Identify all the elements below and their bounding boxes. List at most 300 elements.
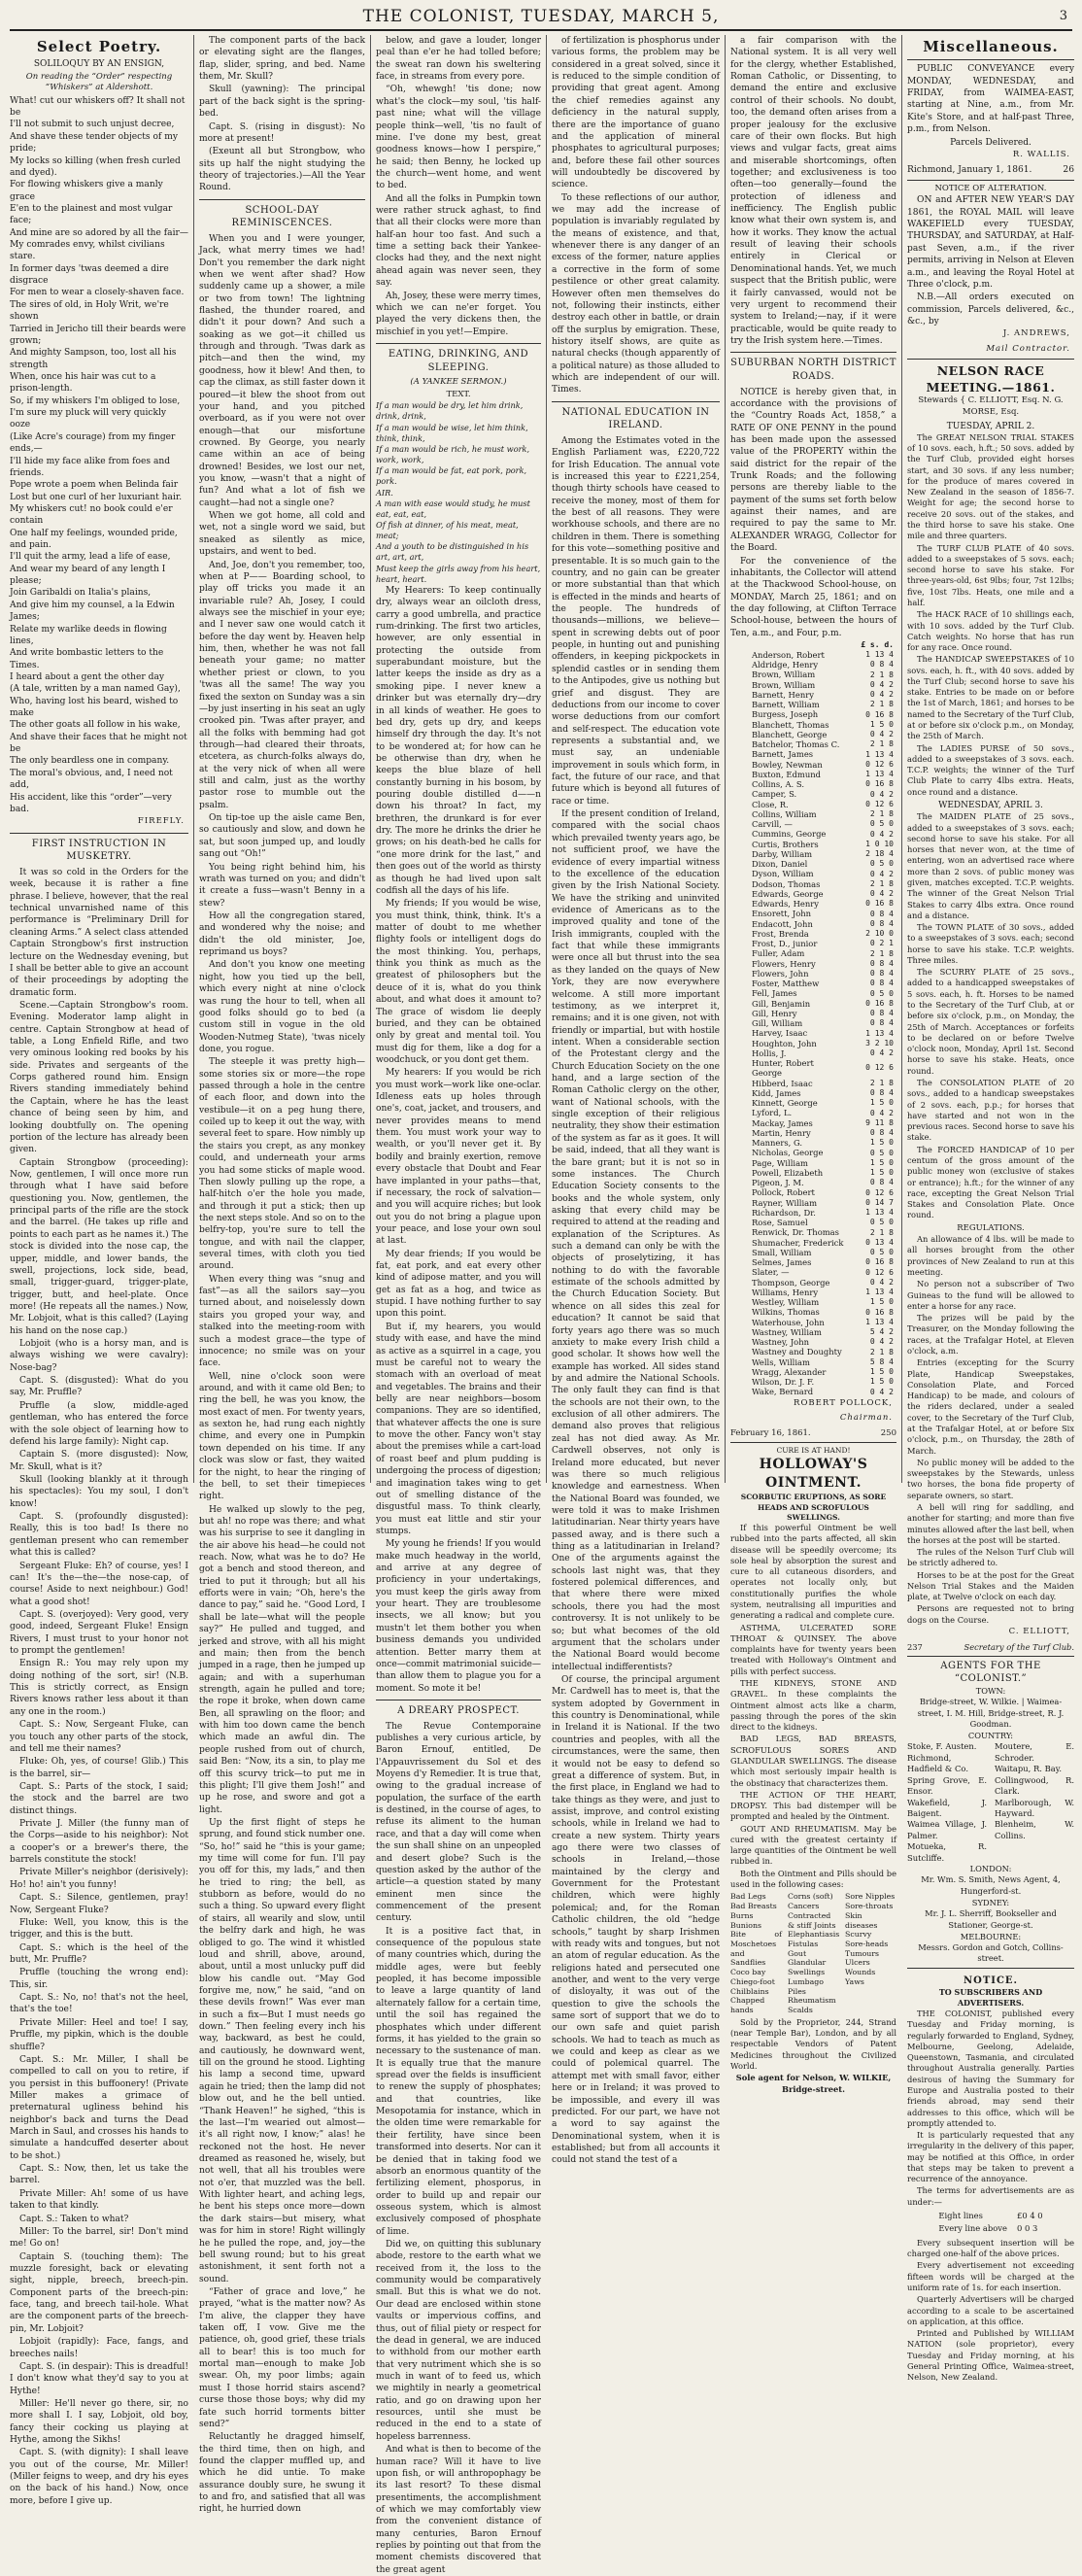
ratepayer-name: Mackay, James — [752, 1117, 813, 1128]
paragraph: And don't you know one meeting night, how you tied up the bell, which every night at nine o'clock was rung the hour to tell, when all good folks should go to bed (a custom still in vogue in the old Wooden-Nutmeg State), 'twas nicely done, you rogue. — [199, 960, 365, 1054]
regulation: Horses to be at the post for the Great Nelson Trial Stakes and the Maiden plate, at Twelve o'clock on each day. — [907, 1569, 1074, 1602]
ratepayer-name: Fell, James — [752, 988, 797, 999]
paragraph: The steeple it was pretty high—some stories six or more—the rope passed through a hole in the centre of each floor, and down into the vestibule—it on a peg hung there, coiled up to keep it out the way, with several feet to spare. How nimbly up the stairs you crept, as any monkey could, and underneath your arms you had some sticks of maple wood. Then slowly pulling up the rope, a half-hitch o'er the hole you made, and through it put a stick; then up the next steps stole. And so on to the belfry-top, you're sure to tell the tongue, and with nail the clapper, several times, with cloth you tied around. — [199, 1057, 365, 1272]
ratepayer-name: Endacott, John — [752, 918, 813, 929]
column-1 — [10, 35, 188, 2506]
column-rule — [370, 35, 371, 1483]
column-rule — [546, 35, 547, 1483]
paragraph: Capt. S.: Silence, gentlemen, pray! Now, Sergeant Fluke? — [10, 1893, 188, 1915]
table-row — [730, 919, 896, 929]
poem-line: The only beardless one in company. — [10, 756, 170, 767]
paragraph: Lobjoit (rapidly): Face, fangs, and breeches nails! — [10, 2337, 188, 2359]
regulation: No public money will be added to the sweepstakes by the Stewards, unless two horses, the bona fide property of separate owners, so start. — [907, 1457, 1074, 1500]
table-row — [730, 720, 896, 730]
race-event: The CONSOLATION PLATE of 20 sovs., added to a handicap sweepstakes of 2 sovs. each, p.p.; for horses that have started and not won in the previous races. Second horse to save his stake. — [907, 1078, 1074, 1143]
ratepayer-name: Frost, D., junior — [752, 939, 818, 949]
poem-line: I'm sure my pluck will very quickly ooze — [10, 408, 167, 430]
paragraph: The terms for advertisements are as under:— — [907, 2185, 1074, 2207]
paragraph: It was so cold in the Orders for the week, because it is rather a fine phrase. I believe, however, that the real technical unvarnished name of this performance is “Preliminary Drill for cleaning Arms.” A select class attended Captain Strongbow's first instruction lecture on the Wednesday evening, but I shall be better able to give an account of their proceedings by adopting the dramatic form. — [10, 868, 188, 998]
paragraph: Ensign R.: You may rely upon my doing nothing of the sort, sir! (N.B. This is strictly correct, as Ensign Rivers knows rather less about it than any one in the room.) — [10, 1659, 188, 1717]
sermon-text-line: AIR. — [376, 487, 393, 498]
article-title-school-day: SCHOOL-DAY REMINISCENCES. — [199, 199, 365, 230]
paragraph: Capt. S. (disgusted): What do you say, Mr. Pruffle? — [10, 1376, 188, 1398]
table-row — [730, 760, 896, 770]
table-row — [730, 1267, 896, 1277]
rate-amount: 1 13 4 — [865, 650, 894, 660]
rate-amount: 1 13 4 — [865, 749, 894, 759]
regulation: No person not a subscriber of Two Guineas to the fund will be allowed to enter a horse for any race. — [907, 1279, 1074, 1311]
ratepayer-name: Selmes, James — [752, 1257, 812, 1268]
race-event: The FORCED HANDICAP of 10 per centum of the gross amount of the public money won (exclusive of stakes or entrance); h.ft.; for the winner of any race, excepting the Great Nelson Trial Stakes and Consolation Plate. Once round. — [907, 1144, 1074, 1220]
ratepayer-name: Wake, Bernard — [752, 1387, 814, 1397]
paragraph: But if, my hearers, you would study with ease, and have the mind as active as a squirrel in a cage, you must be careful not to weary the stomach with an overload of meat and vegetables. The brains and their belly are near neighbors—bosom companions. They are so identified, that whatever affects the one is sure to move the other. Fancy won't stay about the premises while a cart-load of roast beef and plum pudding is undergoing the process of digestion; and imagination takes wing to get out of smelling distance of the disgustful mass. To think clearly, you must eat little and stir your stumps. — [376, 1322, 541, 1536]
table-row — [730, 650, 896, 660]
sermon-text-line: If a man would be fat, eat pork, pork, pork. — [376, 465, 527, 487]
sermon-text-line: If a man would be dry, let him drink, drink, drink, — [376, 400, 524, 422]
rate-amount: 0 4 2 — [869, 1277, 894, 1287]
rate-amount: 0 13 4 — [865, 1237, 894, 1247]
ratepayer-name: Gill, Benjamin — [752, 998, 811, 1009]
holloway-body — [730, 1523, 896, 1890]
ratepayer-name: Page, William — [752, 1157, 809, 1168]
price-row — [934, 2211, 1046, 2221]
paragraph: Capt. S. (profoundly disgusted): Really, this is too bad! Is there no gentleman present who can remember what this is called? — [10, 1512, 188, 1559]
rate-amount: 2 1 8 — [869, 739, 894, 749]
rate-amount: 0 5 0 — [869, 1148, 894, 1157]
rate-amount: 0 8 4 — [869, 909, 894, 918]
holloway-advert — [730, 1442, 896, 2095]
paragraph: If this powerful Ointment be well rubbed into the parts affected, all skin disease will be speedily overcome; its sole heal by absorption the surest and cure to all cutaneous disorders, and operates not locally only, but constitutionally purifies the whole system, neutralising all impurities and generating a radical and complete cure. — [730, 1523, 896, 1621]
ratepayer-name: Dixon, Daniel — [752, 859, 808, 870]
agent-entry: Wakefield, J. Baigent. — [907, 1797, 987, 1818]
cure-item: Glandular Swellings — [788, 1958, 827, 1977]
table-row — [730, 1208, 896, 1218]
ratepayer-name: Barnett, James — [752, 749, 814, 760]
rate-amount: 0 5 0 — [869, 819, 894, 829]
alteration-nb: N.B.—All orders executed on commission, Parcels delivered, &c., &c., by — [907, 292, 1074, 326]
ratepayer-name: Collins, A. S. — [752, 779, 804, 790]
ratepayer-name: Dodson, Thomas — [752, 878, 821, 889]
race-regulations — [907, 1234, 1074, 1626]
table-row — [730, 939, 896, 948]
paragraph: Capt. S.: Now, then, let us take the barrel. — [10, 2164, 188, 2186]
article-body-school-day — [199, 233, 365, 2516]
race-event: The MAIDEN PLATE of 25 sovs., added to a sweepstakes of 3 sovs. each; second horse to save his stake. For all horses that never won, at the time of entering, won an advertised race where more than 2 sovs. of public money was given, matches excepted. T.C.P. weights. The winner of the Great Nelson Trial Stakes to carry 4lbs extra. Once round and a distance. — [907, 811, 1074, 920]
rate-amount: 0 8 4 — [869, 1088, 894, 1098]
rate-amount: 0 8 4 — [869, 1178, 894, 1187]
ratepayer-name: Collins, William — [752, 808, 817, 819]
cure-item: Bite of Moschetoes and Sandflies — [730, 1930, 782, 1968]
column-3 — [376, 35, 542, 2575]
paragraph: Capt. S.: Mr. Miller, I shall be compelled to call on you to retire, if you persist in this buffoonery! (Private Miller makes a grimace of preternatural ugliness behind his neighbor's back and turns the Dead March in Saul, and crosses his hands to simulate a handcuffed deserter about to be shot.) — [10, 2054, 188, 2161]
cure-item: Chapped hands — [730, 1996, 765, 2015]
rate-amount: 1 0 10 — [865, 839, 894, 848]
cure-item: Wounds — [845, 1968, 876, 1977]
race-event: The TOWN PLATE of 30 sovs., added to a sweepstakes of 3 sovs. each; second horse to save his stake. T.C.P. weights. Three miles. — [907, 922, 1074, 965]
regulation: A bell will ring for saddling, and another for starting; and more than five minutes allowed after the last bell, when the horses at the post will be started. — [907, 1501, 1074, 1545]
poem-line: Pope wrote a poem when Belinda fair — [10, 480, 179, 491]
paragraph: Captain Strongbow (proceeding): Now, gentlemen, I will once more run through what I have said before questioning you. Now, gentlemen, the principal parts of the rifle are the stock and the barrel. (He takes up rifle and points to each part as he names it.) The stock is divided into the nose cap, the upper, middle, and lower bands, the swell, projections, lock side, bead, small, trigger-guard, trigger-plate, trigger, butt, and heel-plate. Once more! (He repeats all the names.) Now, Mr. Lobjoit, what is this called? (Laying his hand on the nose cap.) — [10, 1157, 188, 1336]
cure-item: Sore Nipples — [845, 1892, 896, 1902]
paragraph: Capt. S.: No, no! that's not the heel, that's the toe! — [10, 1993, 188, 2015]
poem-body — [10, 95, 188, 816]
notice-body-2 — [907, 2238, 1074, 2384]
paragraph: Both the Ointment and Pills should be used in the following cases: — [730, 1868, 896, 1890]
column-2 — [199, 35, 366, 2515]
paragraph: My Hearers: To keep continually dry, always wear an oilcloth dress, carry a good umbrella, and practice rum-drinking. The first two articles, however, are only essential in protecting the outside from superabundant moisture, but the latter keeps the inside as dry as a smoking pipe. I never knew a drinker but was eternally dry—dry in all kinds of weather. He goes to bed dry, gets up dry, and keeps himself dry through the day. It's not to be wondered at; for how can he be otherwise than dry, when he keeps the blue blaze of hell constantly burning in his bosom, by pouring double distilled d——n down his throat? In fact, my brethren, the drunkard is for ever dry. The more he drinks the drier he grows; on his death-bed he calls for “one more drink for the last,” and then goes out of the world as thirsty as though he had lived upon salt codfish all the days of his life. — [376, 585, 541, 896]
cure-item: Ulcers — [845, 1958, 870, 1968]
rate-amount: 2 1 8 — [869, 809, 894, 819]
paragraph: He walked up slowly to the peg, but ah! no rope was there; and what was his surprise to see it dangling in the air above his head—he could not reach. Now, what was he to do? He got a bench and stood thereon, and tried to put it through; but all his efforts were in vain; “Oh, here's the dance to pay,” said he. “Good Lord, I shall be late—what will the people say?” He pulled and tugged, and jerked and strove, with all his might and main; then from the bench jumped in a rage, then he jumped up again; and with a superhuman strength, again he pulled and tore; the rope it broke, when down came Ben, all sprawling on the floor; and with him too down came the bench which made an awful din. The people rushed from out of church, said Ben: “Now, its a sin, to play me off this scurvy trick—to put me in this plight; I'll give them Josh!” and up he rose, and swore and got a light. — [199, 1504, 365, 1815]
table-row — [730, 829, 896, 839]
rate-amount: 0 14 7 — [865, 1197, 894, 1207]
table-row — [730, 869, 896, 878]
rate-amount: 0 8 4 — [869, 958, 894, 968]
cure-item: Tumours — [845, 1948, 880, 1958]
ratepayer-name: Pigeon, J. M. — [752, 1178, 804, 1188]
poem-line: In former days 'twas deemed a dire disgrace — [10, 263, 169, 287]
table-row — [730, 1128, 896, 1138]
agent-entry: Stoke, F. Austen. — [907, 1741, 977, 1752]
table-row — [730, 859, 896, 869]
article-continued — [199, 35, 365, 194]
table-row — [730, 660, 896, 670]
ratepayer-name: Powell, Elizabeth — [752, 1167, 824, 1178]
paragraph: Of course, the principal argument Mr. Cardwell has to meet is, that the system adopted by Government in this country is Denominational, while in Ireland it is National. If the two countries and peoples, with all the circumstances, were the same, then it would not be easy to defend so great a difference of system. But, in the first place, in England we had to take things as they were, and just to assist, improve, and control existing schools, while in Ireland we had to create a new system. Thirty years ago there were two classes of schools in Ireland,—those maintained by the clergy and Government for the Protestant children, which were highly polemical; and, for the Roman Catholic children, the old “hedge schools,” taught by sharp Irishmen with ready wits and tongues, but not an atom of regular education. As the religions hated and persecuted one another, and went to the very verge of disloyalty, it was out of the question to give the schools the same sort of support that we do to our own safe and quiet parish schools. We had to teach as much as we could and keep as clear as we could of polemical quarrel. The attempt met with small favor, either here or in Ireland; it was proved to be impossible, and every ill was predicted. For our part, we have not a word to say against the Denominational system, when it is established; but from all accounts it could not stand the test of a — [552, 1674, 720, 2166]
ratepayer-name: Pollock, Robert — [752, 1187, 815, 1198]
ratepayer-name: Small, William — [752, 1247, 812, 1257]
stewards-names: C. ELLIOTT, Esq. N. G. MORSE, Esq. — [962, 395, 1064, 417]
ratepayer-name: Shumacher, Frederick — [752, 1237, 844, 1248]
table-row — [730, 779, 896, 789]
table-row — [730, 929, 896, 939]
rate-amount: 0 4 2 — [869, 690, 894, 700]
paragraph: Capt. S.: Taken to what? — [19, 2214, 129, 2224]
paragraph: Capt. S.: which is the heel of the butt, Mr. Pruffle? — [10, 1942, 188, 1965]
table-row — [730, 879, 896, 889]
paragraph: of fertilization is phosphorus under various forms, the problem may be considered in a great solved, since it is reduced to the simple condition of providing that great agent. Among the chief remedies against any deficiency in the natural supply, there are the importance of guano and the application of mineral phosphates to agricultural purposes; and, before these fail other sources will undoubtedly be discovered by science. — [552, 36, 720, 190]
cure-item: Cancers — [788, 1902, 820, 1911]
roads-date: February 16, 1861. — [730, 1427, 811, 1438]
rate-amount: 1 13 4 — [865, 1288, 894, 1297]
sermon-text-line: A man with ease would study, he must eat, eat, eat, — [376, 498, 530, 519]
holloway-cures-list — [730, 1892, 896, 2015]
rate-amount: 1 5 0 — [869, 1098, 894, 1108]
paragraph: Capt. S. (rising in disgust): No more at present! — [199, 121, 365, 144]
paragraph: Quarterly Advertisers will be charged according to a scale to be ascertained on application, at this office. — [907, 2294, 1074, 2326]
poem-line: I'll quit the army, lead a life of ease, — [10, 552, 171, 563]
ratepayer-name: Wilkins, Thomas — [752, 1307, 820, 1318]
table-row — [730, 1337, 896, 1347]
rate-amount: 0 5 0 — [869, 1218, 894, 1227]
paragraph: Private J. Miller (the funny man of the Corps—aside to his neighbor): Not a cooper's or a brewer's there, the barrels constitute the stock! — [10, 1819, 188, 1866]
cure-item: Bunions — [730, 1920, 761, 1930]
agents-london-label: LONDON: — [969, 1864, 1012, 1874]
table-row — [730, 1227, 896, 1237]
paragraph: Every advertisement not exceeding fifteen words will be charged at the uniform rate of 1s. for each insertion. — [907, 2260, 1074, 2293]
ratepayer-name: Kidd, James — [752, 1087, 801, 1098]
agents-melbourne: Messrs. Gordon and Gotch, Collins-street. — [918, 1942, 1064, 1964]
cure-item: Scalds — [788, 2006, 813, 2015]
rate-amount: 0 16 8 — [865, 1307, 894, 1317]
sermon-text-line: If a man would be rich, he must work, work, work, — [376, 443, 530, 465]
rate-amount: 0 4 2 — [869, 829, 894, 839]
rate-amount: 2 1 8 — [869, 670, 894, 679]
rate-amount: 2 10 0 — [865, 929, 894, 939]
table-row — [730, 1307, 896, 1317]
paragraph: THE KIDNEYS, STONE AND GRAVEL. In these complaints the Ointment almost acts like a charm, passing through the pores of the skin direct to the kidneys. — [730, 1677, 896, 1733]
cure-item: Fistulas — [788, 1939, 819, 1948]
poem-line: And wear my beard of any length I please; — [10, 564, 166, 587]
race-event: The SCURRY PLATE of 25 sovs., added to a handicapped sweepstakes of 5 sovs. each, h. ft. Horses to be named to the Secretary of the Turf Club, at or before six o'clock, p.m., on Monday, the 25th of March. Acceptances or forfeits to be declared on or before Twelve o'clock noon, Monday, April 1st. Second horse to save his stake. Heats, once round. — [907, 967, 1074, 1076]
agents-country-list — [907, 1741, 1074, 1864]
column-rule — [725, 35, 726, 1483]
paragraph: Capt. S. (with dignity): I shall leave you out of the course, Mr. Miller! (Miller feigns to weep, and dry his eyes on the back of his hand.) Now, once more, before I give up. — [10, 2448, 188, 2506]
agents-town: Bridge-street, W. Wilkie. | Waimea-street, I. M. Hill, Bridge-street, R. J. Goodman. — [917, 1697, 1065, 1729]
rate-amount: 5 4 2 — [869, 1327, 894, 1337]
ratepayer-name: Hunter, Robert George — [752, 1058, 814, 1079]
alteration-signer: J. ANDREWS, — [1002, 328, 1070, 339]
rate-amount: 2 1 8 — [869, 878, 894, 888]
paragraph: a fair comparison with the National system. It is all very well for the clergy, whether Established, Roman Catholic, or Dissenting, to demand the entire and exclusive control of their schools. No doubt, too, the demand often arises from a proper jealousy for the exclusive care of their own flocks. But high views and vulgar facts, great aims and miserable shortcomings, often together; and exclusiveness is too often—too generally—found the protection of idleness and inefficiency. The English public know what their own system is, and how it works. They know the actual result of leaving their schools entirely in Clerical or Denominational hands. Yet, we much suspect that the British public, were it fairly canvassed, would not be very urgent to recommend their system to Ireland;—nay, if it were practicable, would be quite ready to try the Irish system here.—Times. — [730, 36, 896, 346]
rate-amount: 2 1 8 — [869, 1347, 894, 1357]
rate-amount: 0 16 8 — [865, 1257, 894, 1267]
poem-line: And give him my counsel, a la Edwin James; — [10, 600, 175, 623]
regulation: The rules of the Nelson Turf Club will be strictly adhered to. — [907, 1547, 1074, 1568]
article-continued — [376, 35, 541, 338]
ratepayer-name: Thompson, George — [752, 1277, 830, 1288]
paragraph: Private Miller: Heel and toe! I say, Pruffle, my pipkin, which is the double shuffle? — [10, 2017, 188, 2052]
paragraph: To these reflections of our author, we may add the increase of population is invariably regulated by the means of existence, and that, whenever there is any danger of an excess of the former, nature applies a corrective in the form of some pestilence or other great calamity. However often men themselves do not, following their instincts, either destroy each other in battle, or drain off the surplus by emigration. These, history itself shows, are quite as natural checks (though apparently of a political nature) as those alluded to which are independent of our will. Times. — [552, 192, 720, 395]
poem-line: When, once his hair was cut to a prison-length. — [10, 371, 156, 395]
table-row — [730, 1118, 896, 1128]
cure-item: Corns (soft) — [788, 1892, 833, 1902]
ratepayer-name: Cummins, George — [752, 829, 827, 840]
article-continued — [730, 35, 896, 347]
poem-line: And mighty Sampson, too, lost all his strength — [10, 348, 177, 370]
poem-line: Tarried in Jericho till their beards were grown; — [10, 324, 186, 346]
ratepayer-name: Renwick, Dr. Thomas — [752, 1227, 839, 1238]
ratepayer-name: Rose, Samuel — [752, 1218, 808, 1228]
notice-title: NOTICE. — [963, 1975, 1019, 1986]
poem-line: So, if my whiskers I'm obliged to lose, — [10, 395, 181, 406]
table-row — [730, 849, 896, 859]
ratepayer-name: Wastney and Doughty — [752, 1347, 842, 1357]
rate-amount: 0 12 6 — [865, 1187, 894, 1197]
paragraph: Ah, Josey, these were merry times, which we can ne'er forget. You played the very dickens then, the mischief in you yet!—Empire. — [376, 291, 541, 337]
paragraph: My friends; If you would be wise, you must think, think, think. It's a matter of doubt to me whether flighty fools or intelligent dogs do the most thinking. You, perhaps, think you think as much as the greatest of philosophers but the deuce of it is, what do you think about, and what does it amount to? The grace of wisdom lie deeply buried, and they can be obtained only by great and mental toil. You must dig for them, like a dog for a woodchuck, or you dont get them. — [376, 899, 541, 1065]
table-row — [730, 1327, 896, 1337]
table-row — [730, 1367, 896, 1377]
poem-line: My locks so killing (when fresh curled and dyed). — [10, 155, 181, 178]
race-day-1-events — [907, 432, 1074, 798]
rate-amount: 0 12 6 — [865, 1267, 894, 1277]
ratepayer-name: Dyson, William — [752, 869, 814, 879]
ratepayer-name: Waterhouse, John — [752, 1317, 825, 1327]
ratepayer-name: Buxton, Edmund — [752, 769, 821, 779]
race-regulations-title: REGULATIONS. — [957, 1222, 1025, 1233]
holloway-sub: SCORBUTIC ERUPTIONS, AS SORE HEADS AND SCROFULOUS SWELLINGS. — [740, 1493, 887, 1522]
rate-amount: 0 4 2 — [869, 789, 894, 799]
article-subtitle-eating: (A YANKEE SERMON.) — [410, 377, 507, 388]
rate-amount: 0 2 1 — [869, 939, 894, 948]
paragraph: (Exeunt all but Strongbow, who sits up half the night studying the theory of trajectories.)—All the Year Round. — [199, 147, 365, 193]
poem-line: What! cut our whiskers off? It shall not be — [10, 95, 186, 119]
agents-country-label: COUNTRY: — [967, 1731, 1014, 1741]
paragraph: The component parts of the back or elevating sight are the flanges, flap, slider, spring, and bed. Name them, Mr. Skull? — [199, 36, 365, 83]
cure-item: Yaws — [845, 1976, 864, 1986]
table-row — [730, 770, 896, 779]
paragraph: Lobjoit (who is a horsy man, and is always wishing we were cavalry): Nose-bag? — [10, 1339, 188, 1373]
rate-amount: 1 5 0 — [869, 1157, 894, 1167]
race-title: NELSON RACE MEETING.—1861. — [926, 363, 1056, 395]
table-row — [730, 1009, 896, 1018]
agent-entry: Marlborough, W. Hayward. — [995, 1797, 1074, 1818]
rate-amount: 2 18 4 — [865, 849, 894, 859]
rate-amount: 0 4 2 — [869, 679, 894, 689]
notice-subtitle: TO SUBSCRIBERS AND ADVERTISERS. — [938, 1987, 1043, 2009]
article-body-musketry — [10, 867, 188, 2507]
table-row — [730, 969, 896, 979]
paragraph: Fluke: Oh, yes, of course! Glib.) This is the barrel, sir— — [10, 1757, 188, 1779]
page-number: 3 — [1059, 9, 1068, 23]
cure-item: Scurvy — [845, 1930, 872, 1940]
ratepayer-name: Wastney, William — [752, 1326, 822, 1337]
rate-amount: 3 2 10 — [865, 1038, 894, 1048]
cure-item: Elephantiasis — [788, 1930, 840, 1940]
ratepayer-name: Darby, William — [752, 848, 813, 859]
agents-title: AGENTS FOR THE “COLONIST.” — [940, 1660, 1041, 1685]
table-row — [730, 1168, 896, 1178]
paragraph: Capt. S.: Parts of the stock, I said; the stock and the barrel are two distinct things. — [10, 1781, 188, 1816]
ratepayer-name: Camper, S. — [752, 789, 797, 800]
regulation: The prizes will be paid by the Treasurer, on the Monday following the races, at the Trafalgar Hotel, at Eleven o'clock, a.m. — [907, 1313, 1074, 1357]
poem-line: One half my feelings, wounded pride, and pain. — [10, 528, 178, 551]
race-meeting-advert — [907, 359, 1074, 1652]
ratepayer-name: Hibberd, Isaac — [752, 1078, 813, 1088]
rate-amount: 0 16 8 — [865, 998, 894, 1008]
table-row — [730, 730, 896, 739]
ratepayer-name: Carvill, — — [752, 819, 793, 830]
paragraph: Miller: To the barrel, sir! Don't mind me! Go on! — [10, 2226, 188, 2250]
table-row — [730, 1039, 896, 1048]
paragraph: And what is then to become of the human race? Will it have to live upon fish, or will anthropophagy be its last resort? To these dismal presentiments, the accomplishment of which we may comfortably view from the convenient distance of many centuries, Baron Ernouf replies by pointing out that from the moment chemists discovered that the great agent — [376, 2445, 541, 2575]
agent-entry: Spring Grove, E. Ensor. — [907, 1774, 987, 1797]
masthead — [0, 4, 1082, 29]
paragraph: Skull (yawning): The principal part of the back sight is the spring-bed. — [199, 85, 365, 120]
table-row — [730, 948, 896, 958]
article-body-eating — [376, 585, 541, 1695]
agent-entry: Moutere, E. Schroder. — [995, 1741, 1074, 1763]
paragraph: It is particularly requested that any irregularity in the delivery of this paper, may be notified at this Office, in order that steps may be taken to prevent a recurrence of the annoyance. — [907, 2130, 1074, 2184]
paragraph: Printed and Published by WILLIAM NATION (sole proprietor), every Tuesday and Friday morning, at his General Printing Office, Waimea-street, Nelson, New Zealand. — [907, 2328, 1074, 2383]
paragraph: Scene.—Captain Strongbow's room. Evening. Moderator lamp alight in centre. Captain Strongbow at head of table, a Long Enfield Rifle, and two very ominous looking red books by his side. Privates and sergeants of the Corps gathered round him. Ensign Rivers standing immediately behind the Captain, where he has the least chance of being seen by him, and looking doubtfully on. The opening portion of the lecture has already been given. — [10, 1000, 188, 1155]
paragraph: On tip-toe up the aisle came Ben, so cautiously and slow, and down he sat, but soon jumped up, and loudly sang out “Oh!” — [199, 813, 365, 860]
agent-entry: Waimea Village, J. Palmer. — [907, 1819, 987, 1840]
paragraph: The Revue Contemporaine publishes a very curious article, by Baron Ernouf, entitled, De l'Appauvrissement du Sol et des Moyens d'y Remedier. It is true that, owing to the gradual increase of population, the surface of the earth is destined, in the course of ages, to refuse its aliment to the human race, and that a day will come when the sun shall shine on an unpeopled and desert globe? Such is the question asked by the author of the article—a question stated by many eminent men since the commencement of the present century. — [376, 1721, 541, 1924]
price-label: Eight lines — [938, 2211, 983, 2221]
article-body-dreary — [376, 1721, 541, 2576]
table-row — [730, 1028, 896, 1038]
agents-advert — [907, 1656, 1074, 1965]
rate-amount: 0 12 6 — [865, 759, 894, 769]
poem-line: I heard about a gent the other day — [10, 671, 165, 682]
poem-line: Who, having lost his beard, wished to make — [10, 696, 179, 719]
cure-item: Contracted & stiff Joints — [788, 1910, 836, 1930]
poem-line: I'll hide my face alike from foes and friends. — [10, 456, 171, 478]
paragraph: How all the congregation stared, and wondered why the noise; and didn't the old minister, Joe, reprimand us boys? — [199, 910, 365, 958]
paragraph: If the present condition of Ireland, compared with the social chaos which prevailed twenty years ago, be not sufficient proof, we have the evidence of every impartial witness to the excellence of the education given by the Irish National Society. We have the striking and uninvited evidence of Americans as to the improved quality and tone of the Irish immigrants, coupled with the fact that while these immigrants were once all but thrust into the sea as they landed on the quays of New York, they are now everywhere welcome. A still more important testimony, as we interpret it, remains; and it is one given, not with friendly or impartial, but with hostile intent. When a considerable section of the Protestant clergy and the Church Education Society on the one hand, and a large section of the Roman Catholic clergy on the other, want of National schools, with the single exception of their religious neutrality, they show their estimation of the system as far as it goes. It will be said, indeed, that all they want is the bare grant; but it is not so in some instances. The Church Education Society consents to the books and the whole system, only asking that every child may be required to attend at the reading and explanation of the Scriptures. As such a demand can only be with the objects of proselytizing, it has nothing to do with the favorable estimate of the schools admitted by the Church Education Society. But whence on all sides this zeal for education? It cannot be said that forty years ago there was so much anxiety to make every Irish child a good scholar. It shows how well the example has worked. All sides stand by and admire the National Schools. The only fault they can find is that the schools are not their own, to the exclusion of all other admirers. The demand also proves that religious zeal has not died away. As Mr. Cardwell observes, not only is Ireland more educated, but never was there so much religious knowledge and earnestness. When the National Board was founded, we were told it was to make Irishmen latitudinarian. Near thirty years have passed away, and is there such a thing as a latitudinarian in Ireland? One of the arguments against the schools last night was, that they fostered polemical differences, and that where there were mixed schools, there you had the most controversy. It is not unlikely to be so; but what becomes of the old argument that the scholars under the National Board would become intellectual indifferentists? — [552, 809, 720, 1672]
table-row — [730, 1288, 896, 1297]
ratepayer-name: Brown, William — [752, 670, 816, 680]
table-row — [730, 1148, 896, 1157]
paragraph: Miller: He'll never go there, sir, no more shall I. I say, Lobjoit, old boy, fancy their cocking us playing at Hythe, among the Sikhs! — [10, 2398, 188, 2446]
table-row — [730, 840, 896, 849]
rate-amount: 0 5 0 — [869, 988, 894, 998]
table-row — [730, 709, 896, 719]
rate-amount: 0 8 4 — [869, 1009, 894, 1018]
conveyance-date: Richmond, January 1, 1861. — [907, 165, 1032, 176]
table-row — [730, 1248, 896, 1257]
race-day-2: WEDNESDAY, APRIL 3. — [938, 801, 1043, 811]
rate-amount: 0 8 4 — [869, 969, 894, 979]
paragraph: Captain S. (more disgusted): Now, Mr. Skull, what is it? — [10, 1450, 188, 1472]
paragraph: below, and gave a louder, longer peal than e'er he had tolled before; the sweat ran down his sweltering face, in streams from every pore. — [376, 36, 541, 83]
poem-author: FIREFLY. — [137, 816, 185, 827]
paragraph: Private Miller's neighbor (derisively): Ho! ho! ain't you funny! — [10, 1868, 188, 1890]
ratepayer-name: Edwards, Henry — [752, 899, 820, 910]
article-title-musketry: FIRST INSTRUCTION IN MUSKETRY. — [10, 833, 188, 864]
rate-amount: 1 13 4 — [865, 1317, 894, 1326]
poem-line: (A tale, written by a man named Gay), — [10, 684, 181, 695]
roads-notice: NOTICE is hereby given that, in accordance with the provisions of the “Country Roads Act, 1858,” a RATE OF ONE PENNY in the pound has been made upon the assessed value of the PROPERTY within the said district for the repair of the Trunk Roads; and the following persons are thereby liable to the payment of the sums set forth below against their names, and are required to pay the same to Mr. ALEXANDER WRAGG, Collector for the Board. — [730, 387, 896, 554]
paragraph: My hearers: If you would be rich you must work—work like one-oclar. Idleness eats up holes through one's, coat, jacket, and trousers, and never provides means to mend them. You must work your way to wealth, or you'll never get it. By bodily and brainly exertion, remove every obstacle that Doubt and Fear have implanted in your paths—that, if necessary, the rock of salvation—and you will acquire riches; but look out you do not bring a plague upon your peace, and lose your own soul at last. — [376, 1068, 542, 1247]
paragraph: And, Joe, don't you remember, too, when at P—— Boarding school, to play off tricks you made it an invariable rule? Ah, Josey, I could always see the mischief in your eye; and I never saw one would catch it before the day went by. Heaven help him, then, whether he was not fall beneath your game; no matter whether priest or clown, to you 'twas all the same! The way you fixed the sexton on Sunday was a sin—by just inserting in his seat an ugly crooked pin. 'Twas after prayer, and all the folks with bemming had got through—had cleared their throats, etcetera, as church-folks always do, at the very nick of when all were still and calm, just as the worthy pastor rose to mumble out the psalm. — [199, 560, 366, 810]
paragraph: Fluke: Well, you know, this is the trigger, and this is the butt. — [10, 1917, 188, 1941]
rate-amount: 0 4 2 — [869, 1108, 894, 1117]
ratepayer-name: Flowers, Henry — [752, 958, 816, 969]
roads-signer: ROBERT POLLOCK, — [794, 1397, 893, 1408]
ratepayer-name: Blanchett, Thomas — [752, 719, 829, 730]
paragraph: Capt. S. (in despair): This is dreadful! I don't know what they'd say to you at Hythe! — [10, 2361, 188, 2396]
rate-amount: 0 4 2 — [869, 1337, 894, 1347]
ratepayer-name: Wells, William — [752, 1357, 810, 1367]
table-row — [730, 889, 896, 899]
paragraph: Among the Estimates voted in the English Parliament was, £220,722 for Irish Education. The annual vote is increased this year to £221,254, though thirty schools have ceased to receive the money, most of them for the best of all reasons. They were workhouse schools, and there are no children in them. There is something for this vote—something positive and presentable. It is so much gain to the country, and no gain can be greater or more substantial than that which is effected in the minds and hearts of the people. The hundreds of thousands—millions, we believe—spent in screwing debts out of poor people, in hunting out and punishing offenders, in keeping pickpockets in splendid castles or in sending them to the Antipodes, give us nothing but grief and disgust. They are deductions from our income to cover worse deductions from our comfort and self-respect. The education vote represents a substantial and, we must say, an undeniable improvement in souls which form, in fact, the future of our race, and that future which is beyond all futures of race or time. — [552, 435, 720, 807]
paragraph: THE ACTION OF THE HEART, DROPSY. This bad distemper will be prompted and healed by the Ointment. — [730, 1789, 896, 1822]
rate-amount: 1 13 4 — [865, 1028, 894, 1038]
cure-item: Piles — [788, 1986, 806, 1996]
paragraph: Sergeant Fluke: Eh? of course, yes! I can! It's the—the—the nose-cap, of course! Aside to next neighbour.) God! what a good shot! — [10, 1561, 188, 1607]
agents-melbourne-label: MELBOURNE: — [960, 1931, 1022, 1941]
poem-line: And mine are so adored by all the fair— — [10, 227, 188, 238]
rate-amount: 5 8 4 — [869, 1357, 894, 1366]
table-row — [730, 1238, 896, 1248]
article-body-education — [552, 435, 720, 2167]
table-row — [730, 1347, 896, 1357]
subscriber-notice — [907, 1968, 1074, 2384]
agents-town-label: TOWN: — [975, 1686, 1006, 1697]
rate-amount: 1 5 0 — [869, 1168, 894, 1178]
price-value: 0 0 3 — [1017, 2223, 1038, 2234]
paragraph: It is a positive fact that, in consequence of the populous state of many countries which, during the middle ages, were but feebly peopled, it has become impossible to leave a large quantity of land alternately fallow for a certain time, until the soil has regained the phosphates which under different forms, it has yielded to the grain so necessary to the sustenance of man. It is equally true that the manure spread over the fields is insufficient to renew the supply of phosphates; and that countries, like Mesopotamia for instance, which in the olden time were remarkable for their fertility, have since been transformed into deserts. Nor can it be denied that in taking food we absorb an enormous quantity of the fertilizing element, phosporus, in order to build up and repair our osseous system, which is almost exclusively composed of phosphate of lime. — [376, 1926, 541, 2237]
rate-amount: 0 8 4 — [869, 660, 894, 670]
agent-entry: Blenheim, W. Collins. — [995, 1819, 1074, 1840]
paragraph: GOUT AND RHEUMATISM. May be cured with the greatest certainty if large quantities of the Ointment be well rubbed in. — [730, 1823, 896, 1867]
poem-subtitle: On reading the “Order” respecting “Whiskers” at Aldershott. — [25, 71, 173, 93]
rate-amount: 0 8 4 — [869, 1128, 894, 1138]
ratepayer-name: Foster, Matthew — [752, 979, 820, 989]
